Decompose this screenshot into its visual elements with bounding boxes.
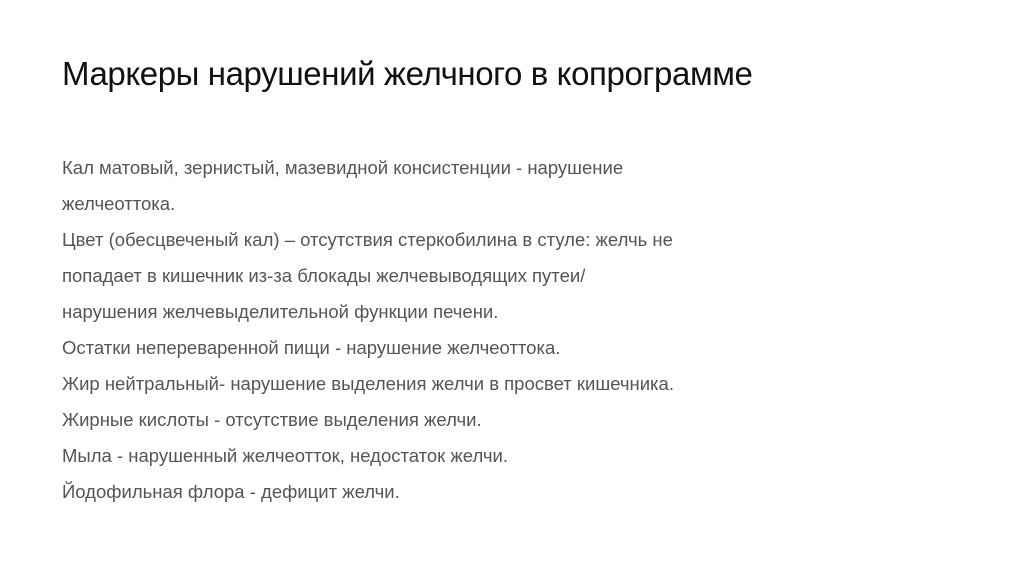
body-line: Жир нейтральный- нарушение выделения желчи в просвет кишечника. — [62, 373, 674, 394]
body-line: Йодофильная флора - дефицит желчи. — [62, 481, 400, 502]
body-line: нарушения желчевыделительной функции печени. — [62, 301, 499, 322]
body-line: Цвет (обесцвеченый кал) – отсутствия стеркобилина в стуле: желчь не — [62, 229, 673, 250]
body-line: попадает в кишечник из-за блокады желчевыводящих путеи/ — [62, 265, 586, 286]
body-line: Жирные кислоты - отсутствие выделения желчи. — [62, 409, 482, 430]
body-line: Мыла - нарушенный желчеотток, недостаток желчи. — [62, 445, 508, 466]
body-line: Кал матовый, зернистый, мазевидной консистенции - нарушение — [62, 157, 624, 178]
body-line: желчеоттока. — [62, 193, 176, 214]
body-line: Остатки непереваренной пищи - нарушение желчеоттока. — [62, 337, 561, 358]
slide-title: Маркеры нарушений желчного в копрограмме — [62, 55, 753, 92]
slide-body — [62, 150, 982, 510]
